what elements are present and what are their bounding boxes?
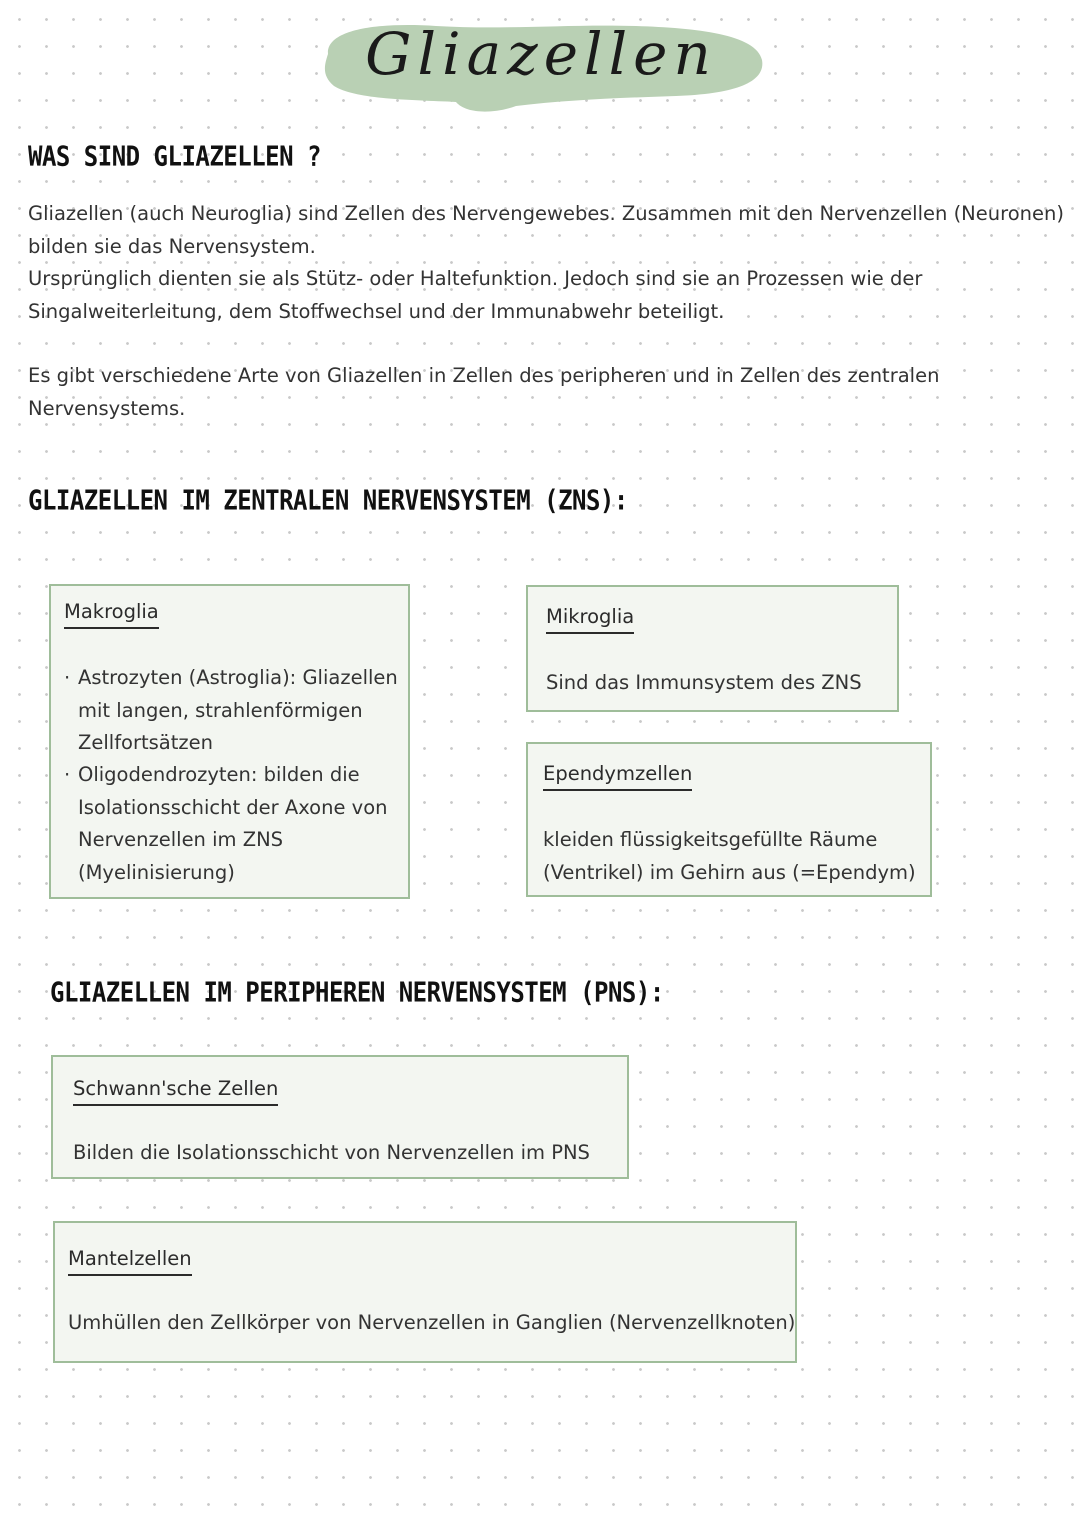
- types-line: Nervensystems.: [28, 396, 186, 420]
- bullet-line: Zellfortsätzen: [78, 731, 213, 754]
- bullet-line: Astrozyten (Astroglia): Gliazellen: [78, 666, 398, 689]
- intro-paragraph: [28, 198, 1068, 328]
- ependym-line: kleiden flüssigkeitsgefüllte Räume: [543, 828, 878, 851]
- bullet-dot: ·: [64, 763, 71, 786]
- types-line: Es gibt verschiedene Arte von Gliazellen in Zellen des peripheren und in Zellen des zentralen: [28, 364, 940, 387]
- bullet-line: Isolationsschicht der Axone von: [78, 795, 388, 819]
- ependym-text: [543, 824, 916, 889]
- pns-heading: GLIAZELLEN IM PERIPHEREN NERVENSYSTEM (PNS):: [50, 976, 664, 1009]
- bullet-line: (Myelinisierung): [78, 860, 235, 884]
- title-text: Gliazellen: [365, 20, 717, 88]
- page-title: [316, 16, 766, 116]
- ependym-line: (Ventrikel) im Gehirn aus (=Ependym): [543, 860, 916, 884]
- bullet-dot: ·: [64, 666, 71, 689]
- types-paragraph: [28, 360, 1068, 425]
- mikroglia-box: [526, 585, 899, 712]
- mantel-text: Umhüllen den Zellkörper von Nervenzellen in Ganglien (Nervenzellknoten): [68, 1311, 796, 1334]
- intro-line: Singalweiterleitung, dem Stoffwechsel und der Immunabwehr beteiligt.: [28, 299, 725, 323]
- mikroglia-title: Mikroglia: [546, 605, 634, 634]
- intro-line: Ursprünglich dienten sie als Stütz- oder Haltefunktion. Jedoch sind sie an Prozessen wie der: [28, 267, 923, 290]
- makroglia-title: Makroglia: [64, 600, 159, 629]
- intro-heading: WAS SIND GLIAZELLEN ?: [28, 140, 321, 173]
- bullet-text: [78, 759, 388, 889]
- ependym-title: Ependymzellen: [543, 762, 692, 791]
- makroglia-box: [49, 584, 410, 899]
- mantel-title: Mantelzellen: [68, 1247, 192, 1276]
- intro-line: bilden sie das Nervensystem.: [28, 234, 316, 258]
- schwann-title: Schwann'sche Zellen: [73, 1077, 278, 1106]
- bullet-line: Oligodendrozyten: bilden die: [78, 763, 360, 786]
- schwann-text: Bilden die Isolationsschicht von Nervenzellen im PNS: [73, 1141, 590, 1164]
- mantel-box: [53, 1221, 797, 1363]
- zns-heading: GLIAZELLEN IM ZENTRALEN NERVENSYSTEM (ZNS):: [28, 484, 628, 517]
- intro-line: Gliazellen (auch Neuroglia) sind Zellen des Nervengewebes. Zusammen mit den Nervenzellen (Neuronen): [28, 202, 1064, 225]
- mikroglia-text: Sind das Immunsystem des ZNS: [546, 671, 862, 694]
- ependym-box: [526, 742, 932, 897]
- bullet-text: [78, 662, 398, 760]
- bullet-line: Nervenzellen im ZNS: [78, 828, 284, 851]
- schwann-box: [51, 1055, 629, 1179]
- bullet-line: mit langen, strahlenförmigen: [78, 698, 363, 722]
